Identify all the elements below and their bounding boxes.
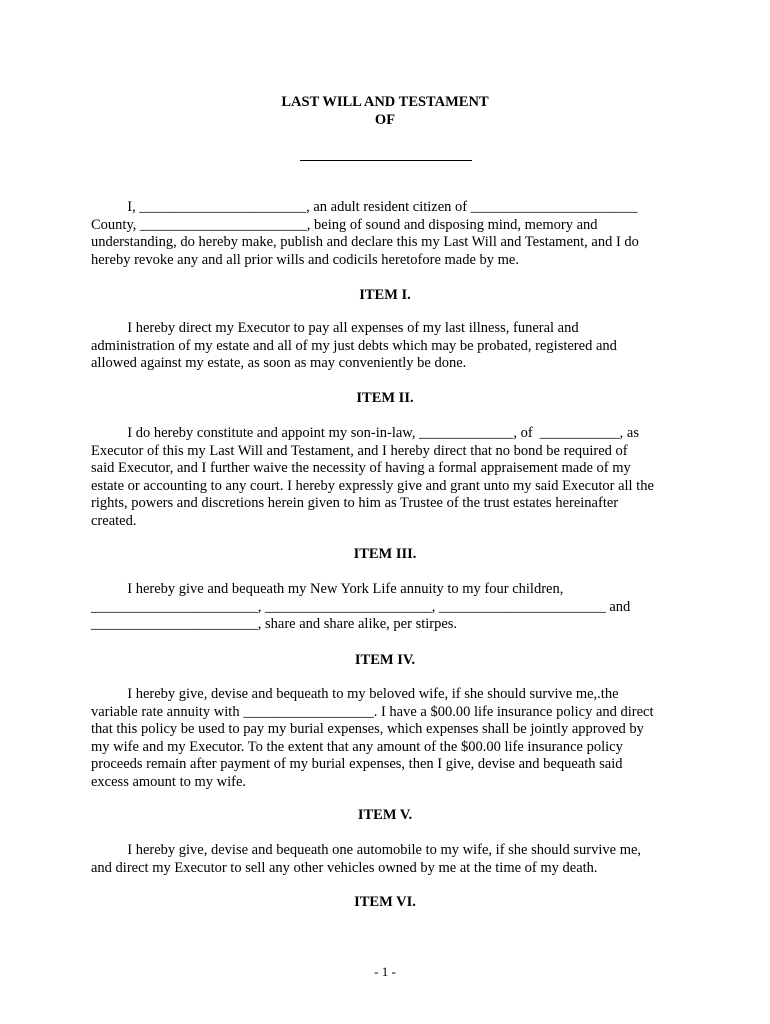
text-line: estate or accounting to any court. I hereby expressly give and grant unto my said Executor all the bbox=[91, 477, 654, 494]
item-3-heading: ITEM III. bbox=[353, 546, 417, 562]
item-4-heading: ITEM IV. bbox=[354, 652, 416, 668]
text-line: I hereby give, devise and bequeath to my beloved wife, if she should survive me,.the bbox=[91, 686, 619, 702]
item-5-paragraph bbox=[91, 842, 691, 877]
text-line: I hereby give and bequeath my New York Life annuity to my four children, bbox=[91, 581, 564, 597]
testator-name-blank bbox=[300, 160, 472, 161]
item-4-paragraph bbox=[91, 686, 691, 791]
item-5-heading: ITEM V. bbox=[357, 807, 413, 823]
item-2-heading: ITEM II. bbox=[356, 390, 414, 406]
text-line: I hereby direct my Executor to pay all expenses of my last illness, funeral and bbox=[91, 320, 579, 336]
text-line: _______________________, share and share alike, per stirpes. bbox=[91, 616, 458, 632]
item-6-heading: ITEM VI. bbox=[354, 894, 416, 910]
item-3-paragraph bbox=[91, 581, 691, 634]
text-line: I hereby give, devise and bequeath one automobile to my wife, if she should survive me, bbox=[91, 842, 642, 858]
intro-paragraph bbox=[91, 199, 691, 269]
title-line-1: LAST WILL AND TESTAMENT bbox=[281, 94, 489, 110]
document-title bbox=[0, 94, 770, 129]
title-line-2: OF bbox=[374, 111, 396, 128]
page-number: - 1 - bbox=[374, 964, 396, 979]
text-line: that this policy be used to pay my burial expenses, which expenses shall be jointly approved by bbox=[91, 721, 644, 737]
text-line: allowed against my estate, as soon as may conveniently be done. bbox=[91, 355, 467, 371]
text-line: administration of my estate and all of my just debts which may be probated, registered and bbox=[91, 337, 617, 354]
text-line: County, _______________________, being of sound and disposing mind, memory and bbox=[91, 216, 598, 233]
text-line: said Executor, and I further waive the necessity of having a formal appraisement made of my bbox=[91, 460, 631, 476]
text-line: hereby revoke any and all prior wills and codicils heretofore made by me. bbox=[91, 251, 519, 268]
text-line: understanding, do hereby make, publish and declare this my Last Will and Testament, and I do bbox=[91, 234, 639, 250]
text-line: rights, powers and discretions herein given to him as Trustee of the trust estates hereinafter bbox=[91, 495, 619, 511]
text-line: Executor of this my Last Will and Testament, and I hereby direct that no bond be required of bbox=[91, 442, 628, 459]
text-line: my wife and my Executor. To the extent that any amount of the $00.00 life insurance policy bbox=[91, 738, 623, 755]
text-line: proceeds remain after payment of my burial expenses, then I give, devise and bequeath said bbox=[91, 756, 623, 772]
text-line: _______________________, _______________________, _______________________ and bbox=[91, 598, 631, 615]
text-line: I, _______________________, an adult resident citizen of _______________________ bbox=[91, 199, 638, 215]
item-1-paragraph bbox=[91, 320, 691, 373]
item-1-heading: ITEM I. bbox=[359, 287, 411, 303]
text-line: created. bbox=[91, 512, 137, 529]
text-line: and direct my Executor to sell any other vehicles owned by me at the time of my death. bbox=[91, 859, 598, 876]
text-line: I do hereby constitute and appoint my son-in-law, _____________, of ___________, as bbox=[91, 425, 639, 441]
text-line: excess amount to my wife. bbox=[91, 773, 247, 790]
text-line: variable rate annuity with __________________. I have a $00.00 life insurance policy and direct bbox=[91, 703, 654, 720]
item-2-paragraph bbox=[91, 425, 691, 530]
